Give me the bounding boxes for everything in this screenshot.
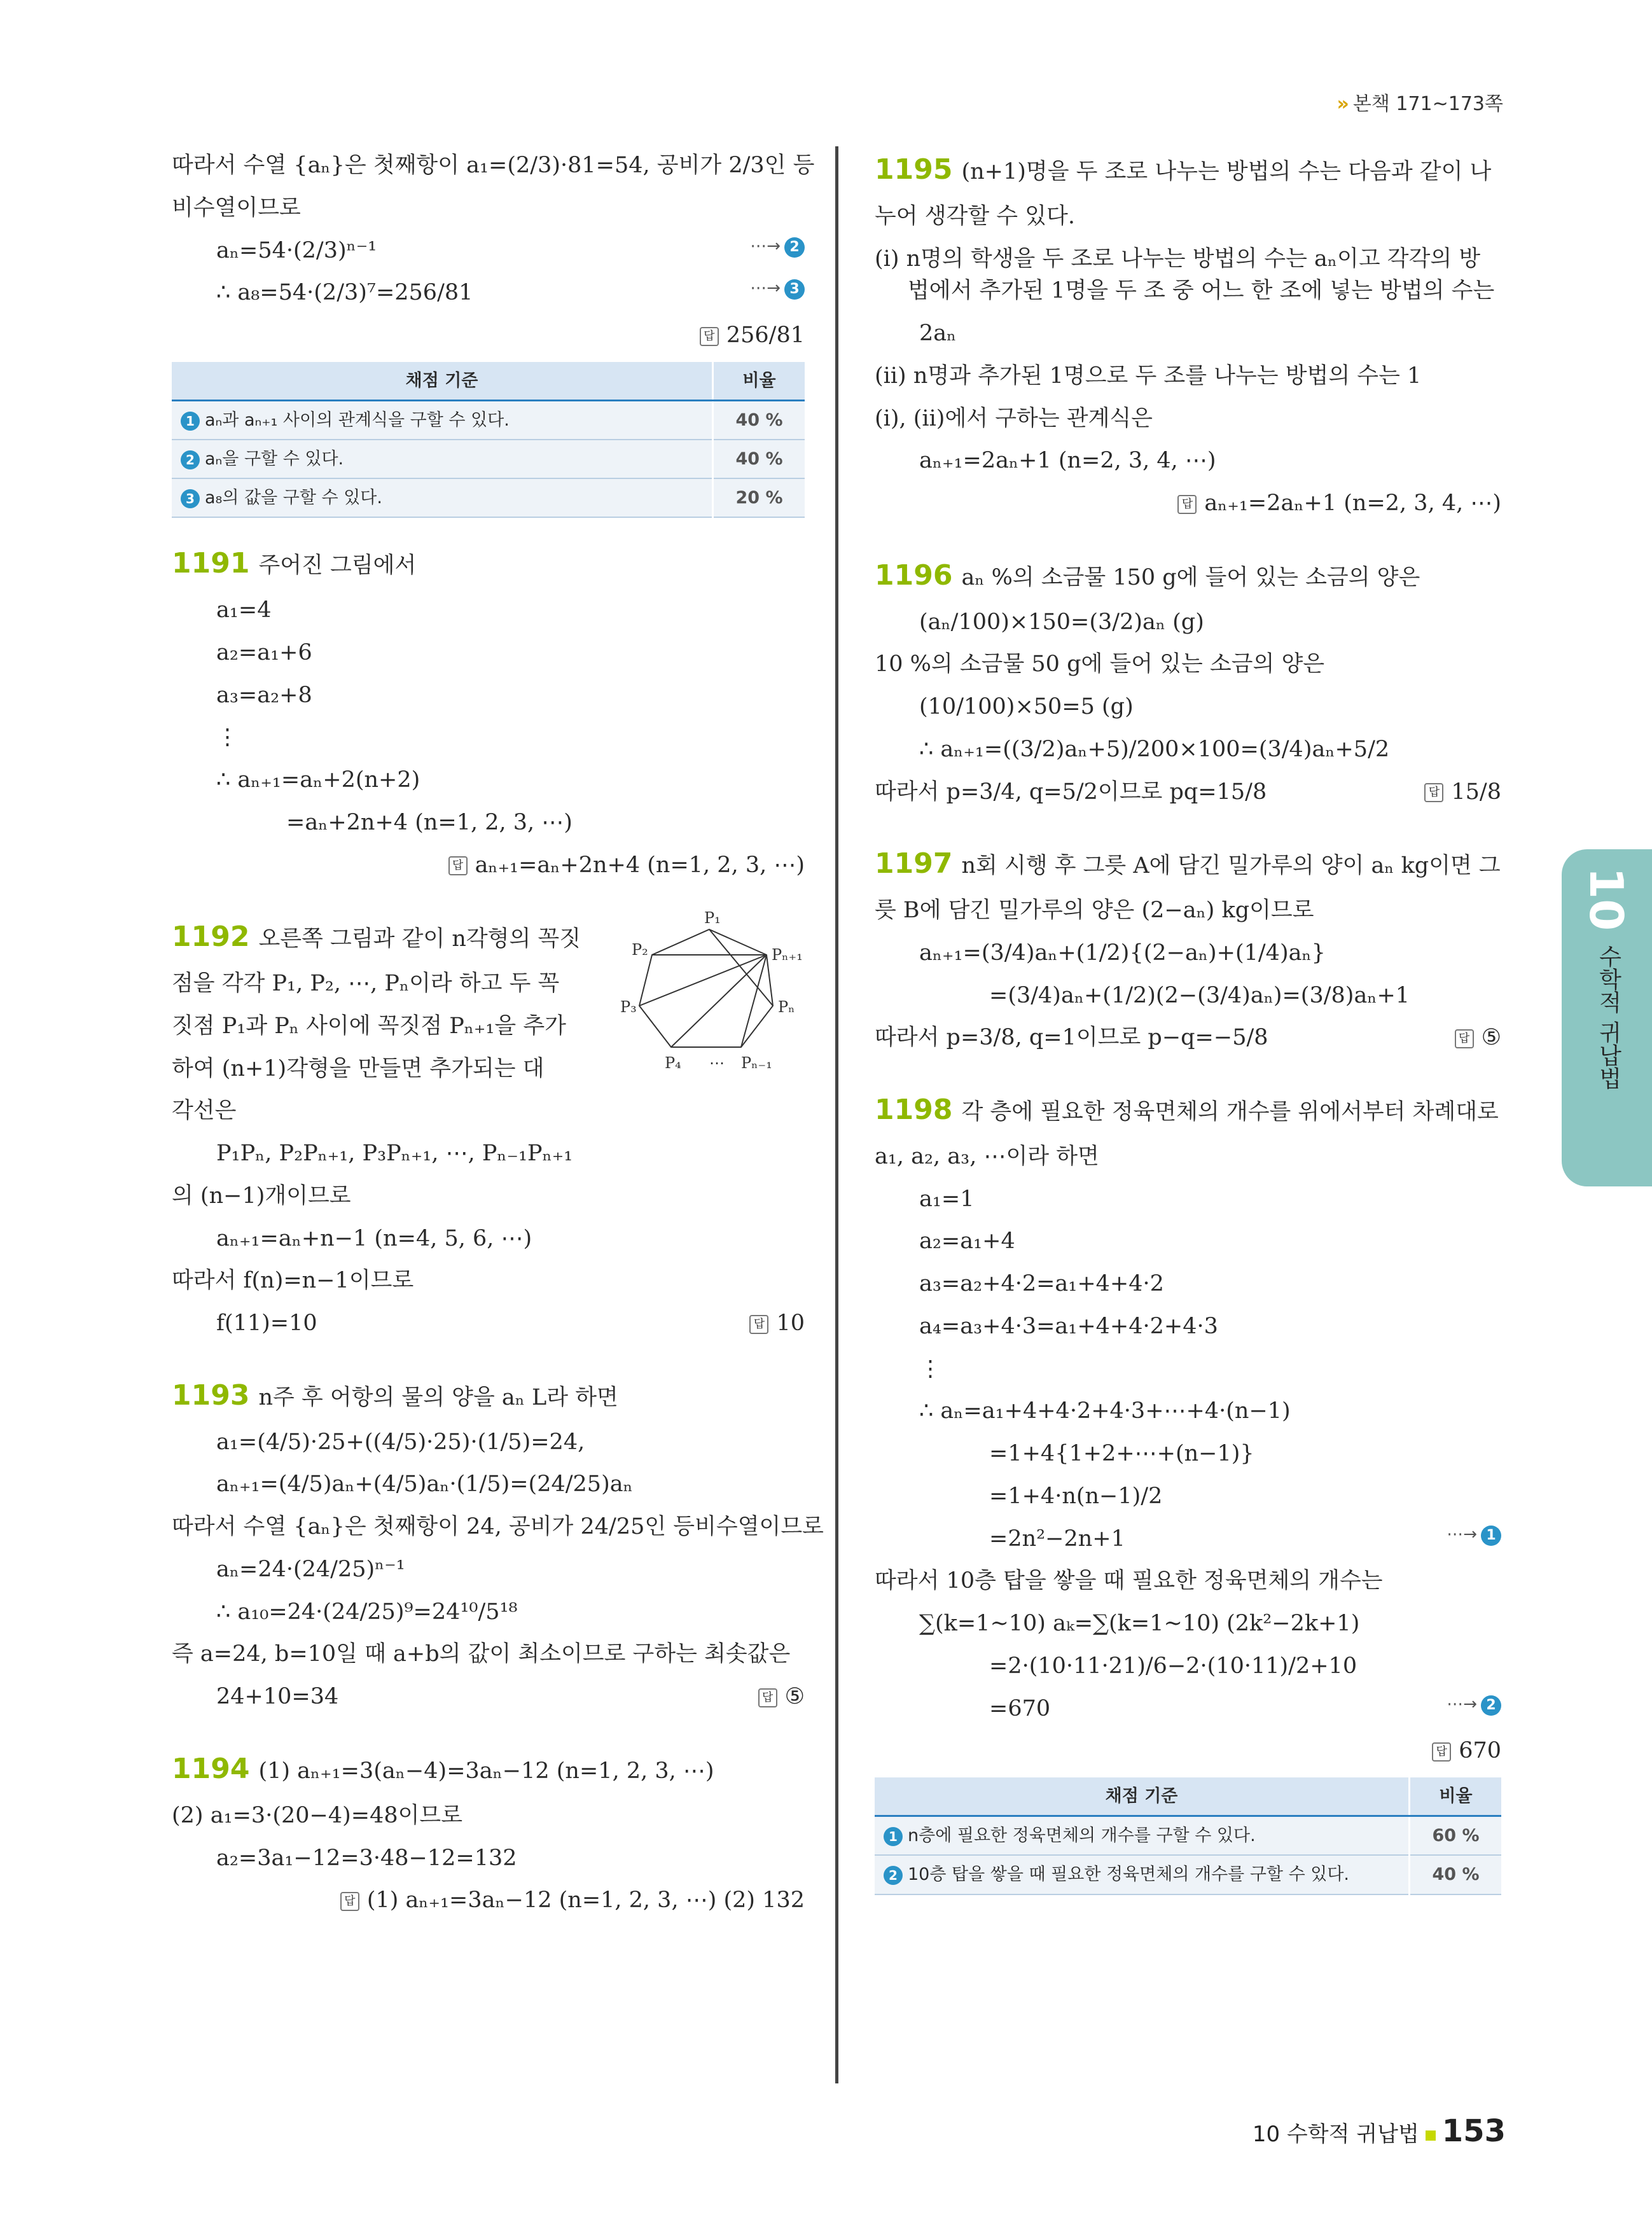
answer-icon: 답 xyxy=(1432,1742,1451,1762)
vertex-label: P₃ xyxy=(620,998,637,1017)
score-table: 채점 기준 비율 1 n층에 필요한 정육면체의 개수를 구할 수 있다. 60 % 2 10층 탑을 쌓을 때 필요한 정육면체의 개수를 구할 수 있다. 40 % xyxy=(875,1777,1501,1894)
table-row: 2 aₙ을 구할 수 있다. 40 % xyxy=(172,440,805,478)
chapter-number: 10 xyxy=(1579,867,1633,931)
step-marker: ⋯→ 3 xyxy=(750,277,805,301)
problem-1195: 1195 (n+1)명을 두 조로 나누는 방법의 수는 다음과 같이 나 누어 생각할 수 있다. (ⅰ) n명의 학생을 두 조로 나누는 방법의 수는 aₙ이고 각각의 방법에서 추가된 1명을 두 조 중 어느 한 조에 넣는 방법의 수는 2aₙ (ⅱ) n명과 추가된 1명으로 두 조를 나누는 방법의 수는 1 (ⅰ), (ⅱ)에서 구하는 관계식은 aₙ₊₁=2aₙ+1 (n=2, 3, 4, ⋯) 답 aₙ₊₁=2aₙ+1 (n=2, 3, 4, ⋯) xyxy=(875,149,1501,520)
table-row: 1 n층에 필요한 정육면체의 개수를 구할 수 있다. 60 % xyxy=(875,1816,1501,1856)
vertex-label: ⋯ xyxy=(709,1054,725,1073)
chapter-tab[interactable] xyxy=(1562,849,1652,1186)
answer-icon: 답 xyxy=(1455,1029,1474,1048)
step-marker: ⋯→ 2 xyxy=(750,235,805,259)
table-row: 2 10층 탑을 쌓을 때 필요한 정육면체의 개수를 구할 수 있다. 40 % xyxy=(875,1855,1501,1894)
answer-icon: 답 xyxy=(1177,495,1197,514)
answer-icon: 답 xyxy=(749,1315,768,1334)
answer-icon: 답 xyxy=(1424,783,1443,802)
answer-icon: 답 xyxy=(448,856,468,875)
table-row: 1 aₙ과 aₙ₊₁ 사이의 관계식을 구할 수 있다. 40 % xyxy=(172,400,805,440)
right-column xyxy=(875,149,1501,1921)
vertex-label: Pₙ₊₁ xyxy=(772,946,803,964)
answer: 답 (1) aₙ₊₁=3aₙ−12 (n=1, 2, 3, ⋯) (2) 132 xyxy=(172,1884,805,1917)
problem-1198: 1198 각 층에 필요한 정육면체의 개수를 위에서부터 차례대로 a₁, a₂, a₃, ⋯이라 하면 a₁=1 a₂=a₁+4 a₃=a₂+4·2=a₁+4+4·2 a₄=a₃+4·3=a₁+4+4·2+4·3 ⋮ ∴ aₙ=a₁+4+4·2+4·3+⋯+4·(n−1) =1+4{1+2+⋯+(n−1)} =1+4·n(n−1)/2 =2n²−2n+1 ⋯→ 1 따라서 10층 탑을 쌓을 때 필요한 정육면체의 개수는 ∑(k=1~10) aₖ=∑(k=1~10) (2k²−2k+1) =2·(10·11·21)/6−2·(10·11)/2+10 =670 ⋯→ 2 답 670 채점 기준 비율 1 n층에 필요한 정육면체의 개수를 구할 수 있다. 60 % 2 10층 탑을 쌓을 때 필요한 정육면체의 개수를 구할 수 있다. 40 % xyxy=(875,1090,1501,1894)
square-icon xyxy=(1426,2130,1436,2141)
score-table: 채점 기준 비율 1 aₙ과 aₙ₊₁ 사이의 관계식을 구할 수 있다. 40 % 2 aₙ을 구할 수 있다. 40 % 3 a₈의 값을 구할 수 있다. 20 % xyxy=(172,362,805,518)
vertex-label: Pₙ xyxy=(778,998,795,1017)
vertex-label: P₁ xyxy=(704,910,721,928)
answer-icon: 답 xyxy=(700,327,719,346)
vertex-label: P₄ xyxy=(665,1054,681,1073)
problem-1197: 1197 n회 시행 후 그릇 A에 담긴 밀가루의 양이 aₙ kg이면 그 릇 B에 담긴 밀가루의 양은 (2−aₙ) kg이므로 aₙ₊₁=(3/4)aₙ+(1/2){(2−aₙ)+(1/4)aₙ} =(3/4)aₙ+(1/2)(2−(3/4)aₙ)=(3/8)aₙ+1 따라서 p=3/8, q=1이므로 p−q=−5/8 답 ⑤ xyxy=(875,847,1501,1051)
page-footer: 10 수학적 귀납법 153 xyxy=(1252,2113,1506,2149)
equation: ∴ a₈=54·(2/3)⁷=256/81 ⋯→ 3 xyxy=(172,277,805,309)
problem-1194: 1194 (1) aₙ₊₁=3(aₙ−4)=3aₙ−12 (n=1, 2, 3, ⋯) (2) a₁=3·(20−4)=48이므로 a₂=3a₁−12=3·48−12=132 답 (1) aₙ₊₁=3aₙ−12 (n=1, 2, 3, ⋯) (2) 132 xyxy=(172,1749,805,1917)
problem-1192: P₁ P₂ P₃ P₄ Pₙ₊₁ Pₙ Pₙ₋₁ ⋯ 1192 오른쪽 그림과 같이 n각형의 꼭짓 점을 각각 P₁, P₂, ⋯, Pₙ이라 하고 두 꼭 짓점 P₁과 Pₙ 사이에 꼭짓점 Pₙ₊₁을 추가 하여 (n+1)각형을 만들면 추가되는 대 각선은 P₁Pₙ, P₂Pₙ₊₁, P₃Pₙ₊₁, ⋯, Pₙ₋₁Pₙ₊₁ 의 (n−1)개이므로 aₙ₊₁=aₙ+n−1 (n=4, 5, 6, ⋯) 따라서 f(n)=n−1이므로 f(11)=10 답 10 xyxy=(172,910,805,1337)
left-column: 따라서 수열 {aₙ}은 첫째항이 a₁=(2/3)·81=54, 공비가 2/3인 등 비수열이므로 aₙ=54·(2/3)ⁿ⁻¹ ⋯→ 2 ∴ a₈=54·(2/3)⁷=256/81 ⋯→ 3 답 256/81 채점 기준 비율 1 aₙ과 aₙ₊₁ 사이의 관계식을 구할 수 있다. 40 % 2 aₙ을 구할 수 있다. 40 % 3 a₈의 값을 구할 수 있다. 20 % 1191 주어진 그림에서 a₁=4 a₂=a₁+6 a₃=a₂+8 ⋮ ∴ aₙ₊₁=aₙ+2(n+2) =aₙ+2n+4 (n=1, 2, 3, ⋯) 답 aₙ₊₁=aₙ+2n+4 (n=1, 2, 3, ⋯) P₁ P₂ P₃ P₄ Pₙ₊₁ Pₙ Pₙ₋₁ ⋯ 1192 오른쪽 그림과 같이 n각형의 꼭짓 점을 각각 P₁, P₂, ⋯, Pₙ이라 하고 두 꼭 짓점 P₁과 Pₙ 사이에 꼭짓점 Pₙ₊₁을 추가 하여 (n+1)각형을 만들면 추가되는 대 각선은 P₁Pₙ, P₂Pₙ₊₁, P₃Pₙ₊₁, ⋯, Pₙ₋₁Pₙ₊₁ 의 (n−1)개이므로 aₙ₊₁=aₙ+n−1 (n=4, 5, 6, ⋯) 따라서 f(n)=n−1이므로 f(11)=10 답 10 1193 n주 후 어항의 물의 양을 aₙ L라 하면 a₁=(4/5)·25+((4/5)·25)·(1/5)=24, aₙ₊₁=(4/5)aₙ+(4/5)aₙ·(1/5)=(24/25)aₙ 따라서 수열 {aₙ}은 첫째항이 24, 공비가 24/25인 등비수열이므로 aₙ=24·(24/25)ⁿ⁻¹ ∴ a₁₀=24·(24/25)⁹=24¹⁰/5¹⁸ 즉 a=24, b=10일 때 a+b의 값이 최소이므로 구하는 최솟값은 24+10=34 답 ⑤ 1194 (1) aₙ₊₁=3(aₙ−4)=3aₙ−12 (n=1, 2, 3, ⋯) (2) a₁=3·(20−4)=48이므로 a₂=3a₁−12=3·48−12=132 답 (1) aₙ₊₁=3aₙ−12 (n=1, 2, 3, ⋯) (2) 132 xyxy=(172,149,805,1927)
step-marker: ⋯→ 1 xyxy=(1447,1523,1501,1547)
answer-icon: 답 xyxy=(340,1892,359,1911)
column-divider xyxy=(835,146,838,2083)
equation: aₙ=54·(2/3)ⁿ⁻¹ ⋯→ 2 xyxy=(172,235,805,267)
step-marker: ⋯→ 2 xyxy=(1447,1693,1501,1717)
double-chevron-icon: » xyxy=(1336,93,1349,115)
answer: 답 256/81 xyxy=(172,319,805,352)
answer: 답 aₙ₊₁=aₙ+2n+4 (n=1, 2, 3, ⋯) xyxy=(172,849,805,882)
answer-icon: 답 xyxy=(758,1688,777,1707)
polygon-figure xyxy=(614,910,805,1076)
page-number: 153 xyxy=(1441,2113,1506,2149)
problem-1196: 1196 aₙ %의 소금물 150 g에 들어 있는 소금의 양은 (aₙ/100)×150=(3/2)aₙ (g) 10 %의 소금물 50 g에 들어 있는 소금의 양은 (10/100)×50=5 (g) ∴ aₙ₊₁=((3/2)aₙ+5)/200×100=(3/4)aₙ+5/2 따라서 p=3/4, q=5/2이므로 pq=15/8 답 15/8 xyxy=(875,559,1501,805)
answer: 답 aₙ₊₁=2aₙ+1 (n=2, 3, 4, ⋯) xyxy=(875,487,1501,520)
page-reference: » 본책 171~173쪽 xyxy=(1336,93,1503,115)
vertex-label: Pₙ₋₁ xyxy=(741,1054,772,1073)
chapter-title: 수학적 귀납법 xyxy=(1595,945,1621,1090)
answer: 답 670 xyxy=(875,1735,1501,1767)
vertex-label: P₂ xyxy=(632,941,648,959)
table-row: 3 a₈의 값을 구할 수 있다. 20 % xyxy=(172,478,805,517)
problem-1193: 1193 n주 후 어항의 물의 양을 aₙ L라 하면 a₁=(4/5)·25+((4/5)·25)·(1/5)=24, aₙ₊₁=(4/5)aₙ+(4/5)aₙ·(1/5)=(24/25)aₙ 따라서 수열 {aₙ}은 첫째항이 24, 공비가 24/25인 등비수열이므로 aₙ=24·(24/25)ⁿ⁻¹ ∴ a₁₀=24·(24/25)⁹=24¹⁰/5¹⁸ 즉 a=24, b=10일 때 a+b의 값이 최소이므로 구하는 최솟값은 24+10=34 답 ⑤ xyxy=(172,1379,824,1710)
problem-1191: 1191 주어진 그림에서 a₁=4 a₂=a₁+6 a₃=a₂+8 ⋮ ∴ aₙ₊₁=aₙ+2(n+2) =aₙ+2n+4 (n=1, 2, 3, ⋯) 답 aₙ₊₁=aₙ+2n+4 (n=1, 2, 3, ⋯) xyxy=(172,543,805,881)
